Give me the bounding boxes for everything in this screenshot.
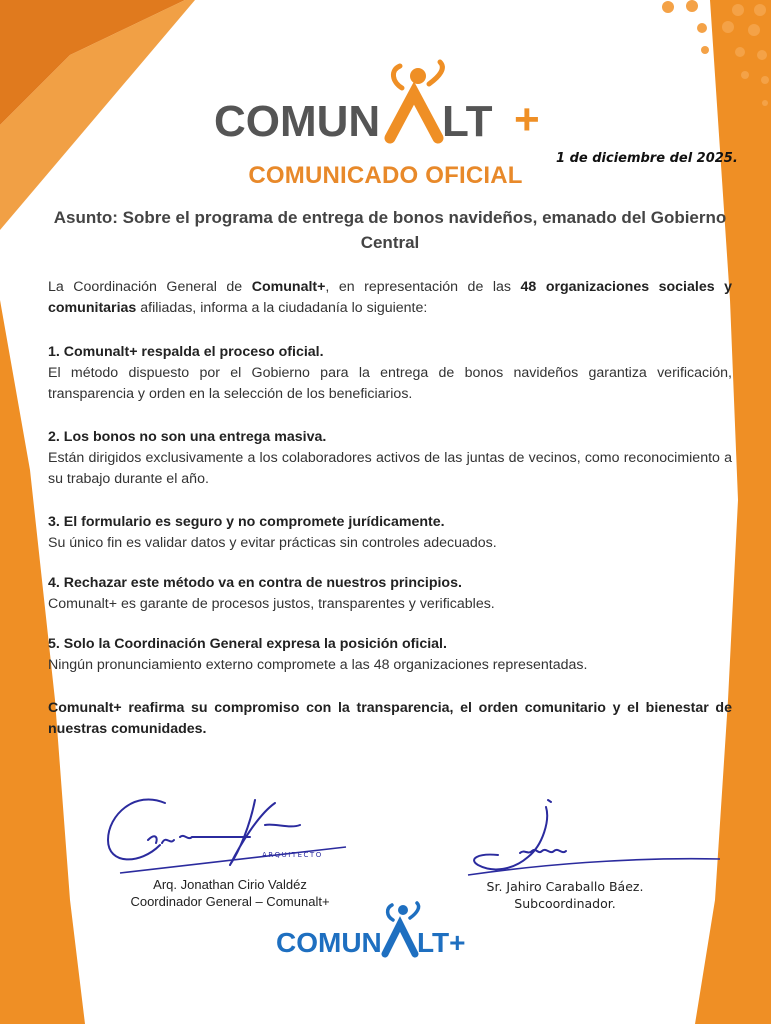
signatory-1-role: Coordinador General – Comunalt+ [130, 894, 330, 909]
closing-text: Comunalt+ reafirma su compromiso con la transparencia, el orden comunitario y el bienestar de nuestras comunidades. [48, 700, 732, 737]
section-title: 5. Solo la Coordinación General expresa la posición oficial. [48, 636, 447, 652]
section-title: 2. Los bonos no son una entrega masiva. [48, 429, 327, 445]
intro-paragraph [48, 277, 732, 319]
svg-text:LT: LT [442, 97, 493, 146]
section-title: 3. El formulario es seguro y no compromete jurídicamente. [48, 514, 445, 530]
signatory-2-name: Sr. Jahiro Caraballo Báez. [486, 879, 644, 894]
signature-1-image [100, 785, 350, 875]
svg-text:+: + [514, 95, 540, 144]
intro-text: La Coordinación General de [48, 279, 252, 295]
person-figure-icon [385, 924, 415, 954]
section-1 [48, 342, 732, 405]
document-subject: Asunto: Sobre el programa de entrega de bonos navideños, emanado del Gobierno Central [53, 208, 727, 252]
section-4 [48, 573, 732, 615]
document-title: COMUNICADO OFICIAL [248, 162, 523, 189]
brand-logo-footer [276, 896, 490, 960]
intro-text: , en representación de las [325, 279, 521, 295]
section-title: 4. Rechazar este método va en contra de nuestros principios. [48, 575, 462, 591]
section-text: Ningún pronunciamiento externo compromete a las 48 organizaciones representadas. [48, 657, 588, 673]
svg-text:COMUN: COMUN [276, 927, 382, 958]
signature-stamp: ARQUITECTO [262, 851, 323, 859]
document-date: 1 de diciembre del 2025. [556, 151, 738, 166]
signature-2-image [458, 795, 728, 880]
intro-bold-brand: Comunalt+ [251, 279, 326, 295]
signatory-1-name: Arq. Jonathan Cirio Valdéz [153, 877, 307, 892]
section-3 [48, 512, 732, 554]
signatory-2 [470, 878, 660, 912]
brand-wordmark [214, 62, 540, 146]
section-text: Su único fin es validar datos y evitar prácticas sin controles adecuados. [48, 535, 497, 551]
signatory-2-role: Subcoordinador. [514, 896, 616, 911]
section-text: El método dispuesto por el Gobierno para la entrega de bonos navideños garantiza verificación, transparencia y orden en la selección de los beneficiarios. [48, 365, 732, 402]
person-figure-icon [390, 93, 438, 138]
svg-text:LT+: LT+ [417, 927, 466, 958]
section-title: 1. Comunalt+ respalda el proceso oficial. [48, 344, 324, 360]
closing-statement [48, 698, 732, 740]
brand-logo [214, 58, 564, 148]
section-text: Comunalt+ es garante de procesos justos, transparentes y verificables. [48, 596, 495, 612]
intro-text: afiliadas, informa a la ciudadanía lo siguiente: [136, 300, 428, 316]
intro-bold-organizations: 48 organizaciones sociales y comunitarias [48, 279, 733, 316]
section-text: Están dirigidos exclusivamente a los colaboradores activos de las juntas de vecinos, como reconocimiento a su trabajo durante el año. [48, 450, 732, 487]
section-2 [48, 427, 732, 490]
section-5 [48, 634, 732, 676]
svg-text:COMUN: COMUN [214, 97, 381, 146]
